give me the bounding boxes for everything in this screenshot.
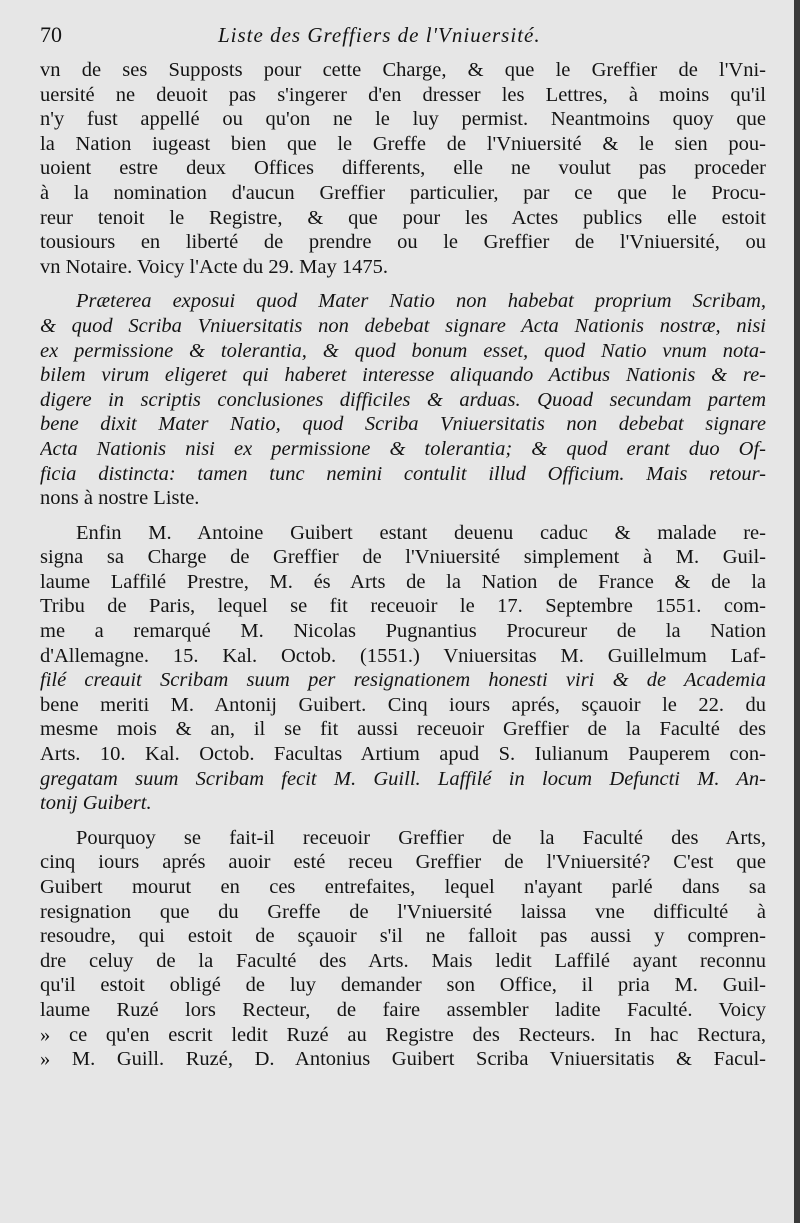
text-line: tonij Guibert.	[40, 792, 152, 815]
text-line: vn de ses Supposts pour cette Charge, & que le Greffier de l'Vni-	[40, 59, 766, 81]
text-line: bene dixit Mater Natio, quod Scriba Vniuersitatis non debebat signare	[40, 413, 766, 436]
paragraph-gap	[40, 816, 766, 826]
page-number: 70	[40, 22, 62, 47]
paragraph	[40, 521, 766, 816]
text-line: Pourquoy se fait-il receuoir Greffier de la Faculté des Arts,	[76, 826, 766, 849]
text-line: » ce qu'en escrit ledit Ruzé au Registre des Recteurs. In hac Rectura,	[40, 1023, 766, 1046]
text-line: d'Allemagne. 15. Kal. Octob. (1551.) Vniuersitas M. Guillelmum Laf-	[40, 644, 766, 667]
text-line: la Nation iugeast bien que le Greffe de l'Vniuersité & le sien pou-	[40, 132, 766, 155]
text-line: à la nomination d'aucun Greffier particulier, par ce que le Procu-	[40, 181, 766, 204]
running-title: Liste des Greffiers de l'Vniuersité.	[218, 23, 541, 47]
text-line: ficia distincta: tamen tunc nemini contulit illud Officium. Mais retour-	[40, 462, 766, 485]
text-line: bene meriti M. Antonij Guibert. Cinq iours aprés, sçauoir le 22. du	[40, 693, 766, 716]
paragraph-gap	[40, 511, 766, 521]
text-line: gregatam suum Scribam fecit M. Guill. Laffilé in locum Defuncti M. An-	[40, 767, 766, 790]
body-text	[40, 58, 766, 1072]
text-line: laume Ruzé lors Recteur, de faire assembler ladite Faculté. Voicy	[40, 998, 766, 1021]
text-line: nons à nostre Liste.	[40, 487, 200, 510]
text-line: cinq iours aprés auoir esté receu Greffier de l'Vniuersité? C'est que	[40, 851, 766, 874]
text-line: uersité ne deuoit pas s'ingerer d'en dresser les Lettres, à moins qu'il	[40, 83, 766, 106]
text-line: qu'il estoit obligé de luy demander son Office, il pria M. Guil-	[40, 974, 766, 997]
text-line: laume Laffilé Prestre, M. és Arts de la Nation de France & de la	[40, 570, 766, 593]
text-line: reur tenoit le Registre, & que pour les Actes publics elle estoit	[40, 206, 766, 229]
text-line: digere in scriptis conclusiones difficiles & arduas. Quoad secundam partem	[40, 388, 766, 411]
text-line: bilem virum eligeret qui haberet interesse aliquando Actibus Nationis & re-	[40, 364, 766, 387]
text-line: tousiours en liberté de prendre ou le Greffier de l'Vniuersité, ou	[40, 231, 766, 254]
text-line: signa sa Charge de Greffier de l'Vniuersité simplement à M. Guil-	[40, 546, 766, 569]
text-line: uoient estre deux Offices differents, elle ne voulut pas proceder	[40, 157, 766, 180]
text-line: Enfin M. Antoine Guibert estant deuenu caduc & malade re-	[76, 521, 766, 544]
paragraph	[40, 58, 766, 279]
text-line: Arts. 10. Kal. Octob. Facultas Artium apud S. Iulianum Pauperem con-	[40, 743, 766, 766]
text-line: ex permissione & tolerantia, & quod bonum esset, quod Natio vnum nota-	[40, 339, 766, 362]
text-line: » M. Guill. Ruzé, D. Antonius Guibert Scriba Vniuersitatis & Facul-	[40, 1048, 766, 1071]
text-line: n'y fust appellé ou qu'on ne le luy permist. Neantmoins quoy que	[40, 108, 766, 131]
paragraph	[40, 289, 766, 510]
text-line: Præterea exposui quod Mater Natio non habebat proprium Scribam,	[76, 290, 766, 313]
text-line: filé creauit Scribam suum per resignationem honesti viri & de Academia	[40, 669, 766, 692]
text-line: resignation que du Greffe de l'Vniuersité laissa vne difficulté à	[40, 900, 766, 923]
paragraph-gap	[40, 279, 766, 289]
paragraph	[40, 826, 766, 1072]
text-line: mesme mois & an, il se fit aussi receuoir Greffier de la Faculté des	[40, 718, 766, 741]
text-line: dre celuy de la Faculté des Arts. Mais ledit Laffilé ayant reconnu	[40, 949, 766, 972]
text-line: & quod Scriba Vniuersitatis non debebat signare Acta Nationis nostræ, nisi	[40, 314, 766, 337]
text-line: Tribu de Paris, lequel se fit receuoir le 17. Septembre 1551. com-	[40, 595, 766, 618]
text-line: vn Notaire. Voicy l'Acte du 29. May 1475.	[40, 255, 388, 278]
text-line: me a remarqué M. Nicolas Pugnantius Procureur de la Nation	[40, 620, 766, 643]
text-line: resoudre, qui estoit de sçauoir s'il ne falloit pas aussi y compren-	[40, 925, 766, 948]
text-line: Guibert mourut en ces entrefaites, lequel n'ayant parlé dans sa	[40, 876, 766, 898]
text-line: Acta Nationis nisi ex permissione & tolerantia; & quod erant duo Of-	[40, 437, 766, 460]
running-head	[40, 22, 766, 58]
